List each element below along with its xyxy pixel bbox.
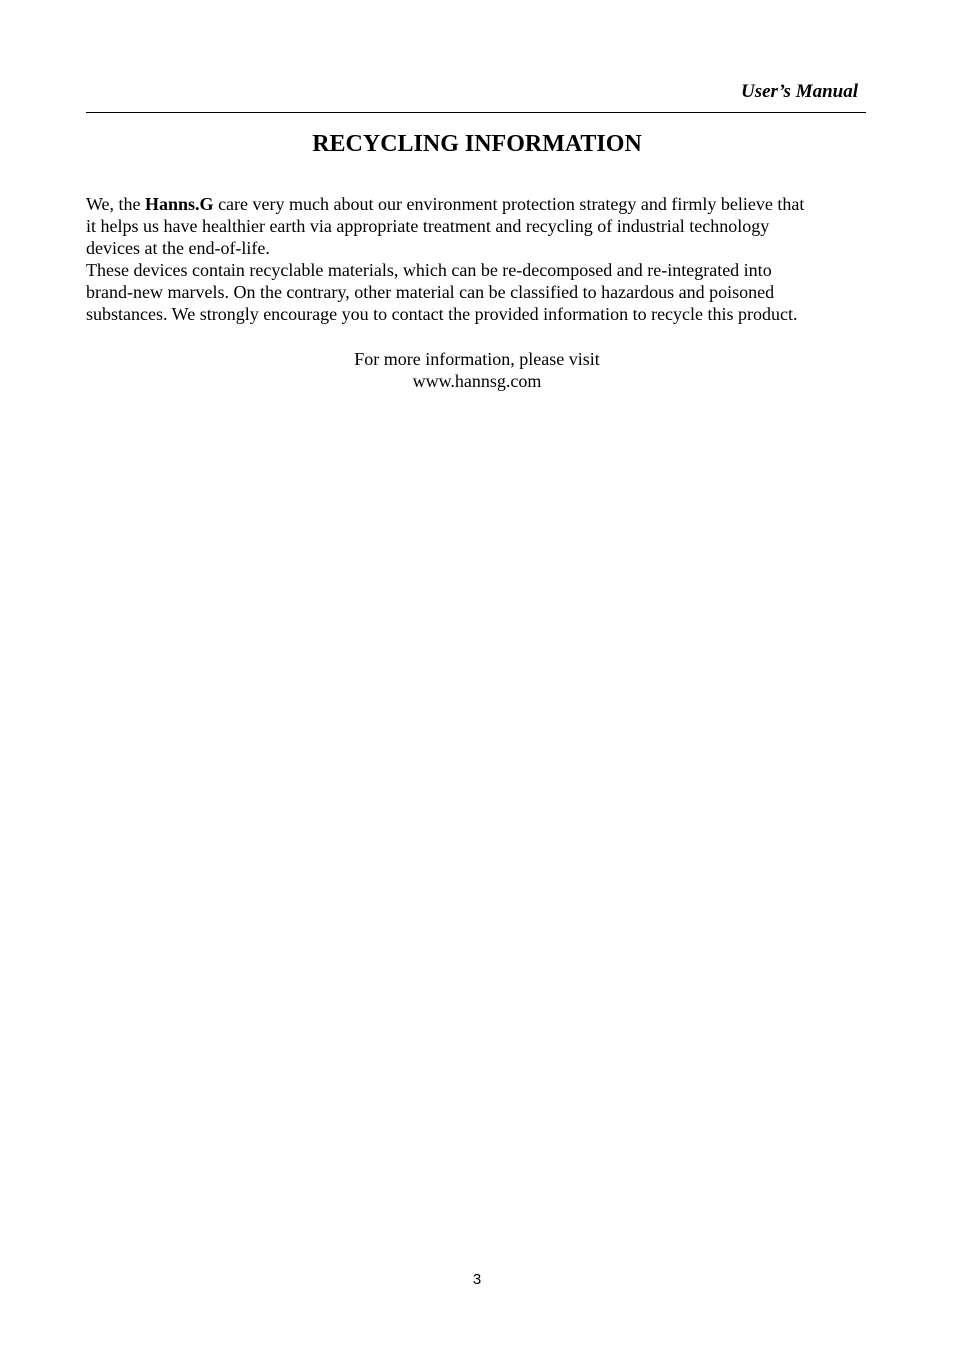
paragraph-line xyxy=(86,193,876,215)
paragraph-line: brand-new marvels. On the contrary, other material can be classified to hazardous and poisoned xyxy=(86,282,775,302)
website-link[interactable]: www.hannsg.com xyxy=(412,371,542,391)
paragraph-line: These devices contain recyclable materials, which can be re-decomposed and re-integrated into xyxy=(86,260,772,280)
paragraph-line: devices at the end-of-life. xyxy=(86,238,270,258)
paragraph-line: it helps us have healthier earth via appropriate treatment and recycling of industrial technology xyxy=(86,216,770,236)
page-title: RECYCLING INFORMATION xyxy=(312,131,642,157)
recycling-paragraph-1 xyxy=(86,193,876,259)
page-number: 3 xyxy=(472,1271,482,1288)
running-header: User’s Manual xyxy=(740,81,858,102)
more-information-block xyxy=(0,348,954,392)
recycling-paragraph-2 xyxy=(86,259,876,325)
brand-name: Hanns.G xyxy=(145,194,214,214)
paragraph-line: substances. We strongly encourage you to contact the provided information to recycle this product. xyxy=(86,304,798,324)
paragraph-line-rest: care very much about our environment protection strategy and firmly believe that xyxy=(213,194,805,214)
header-divider xyxy=(86,112,866,113)
paragraph-prefix: We, the xyxy=(86,194,146,214)
more-information-text: For more information, please visit xyxy=(354,349,600,369)
